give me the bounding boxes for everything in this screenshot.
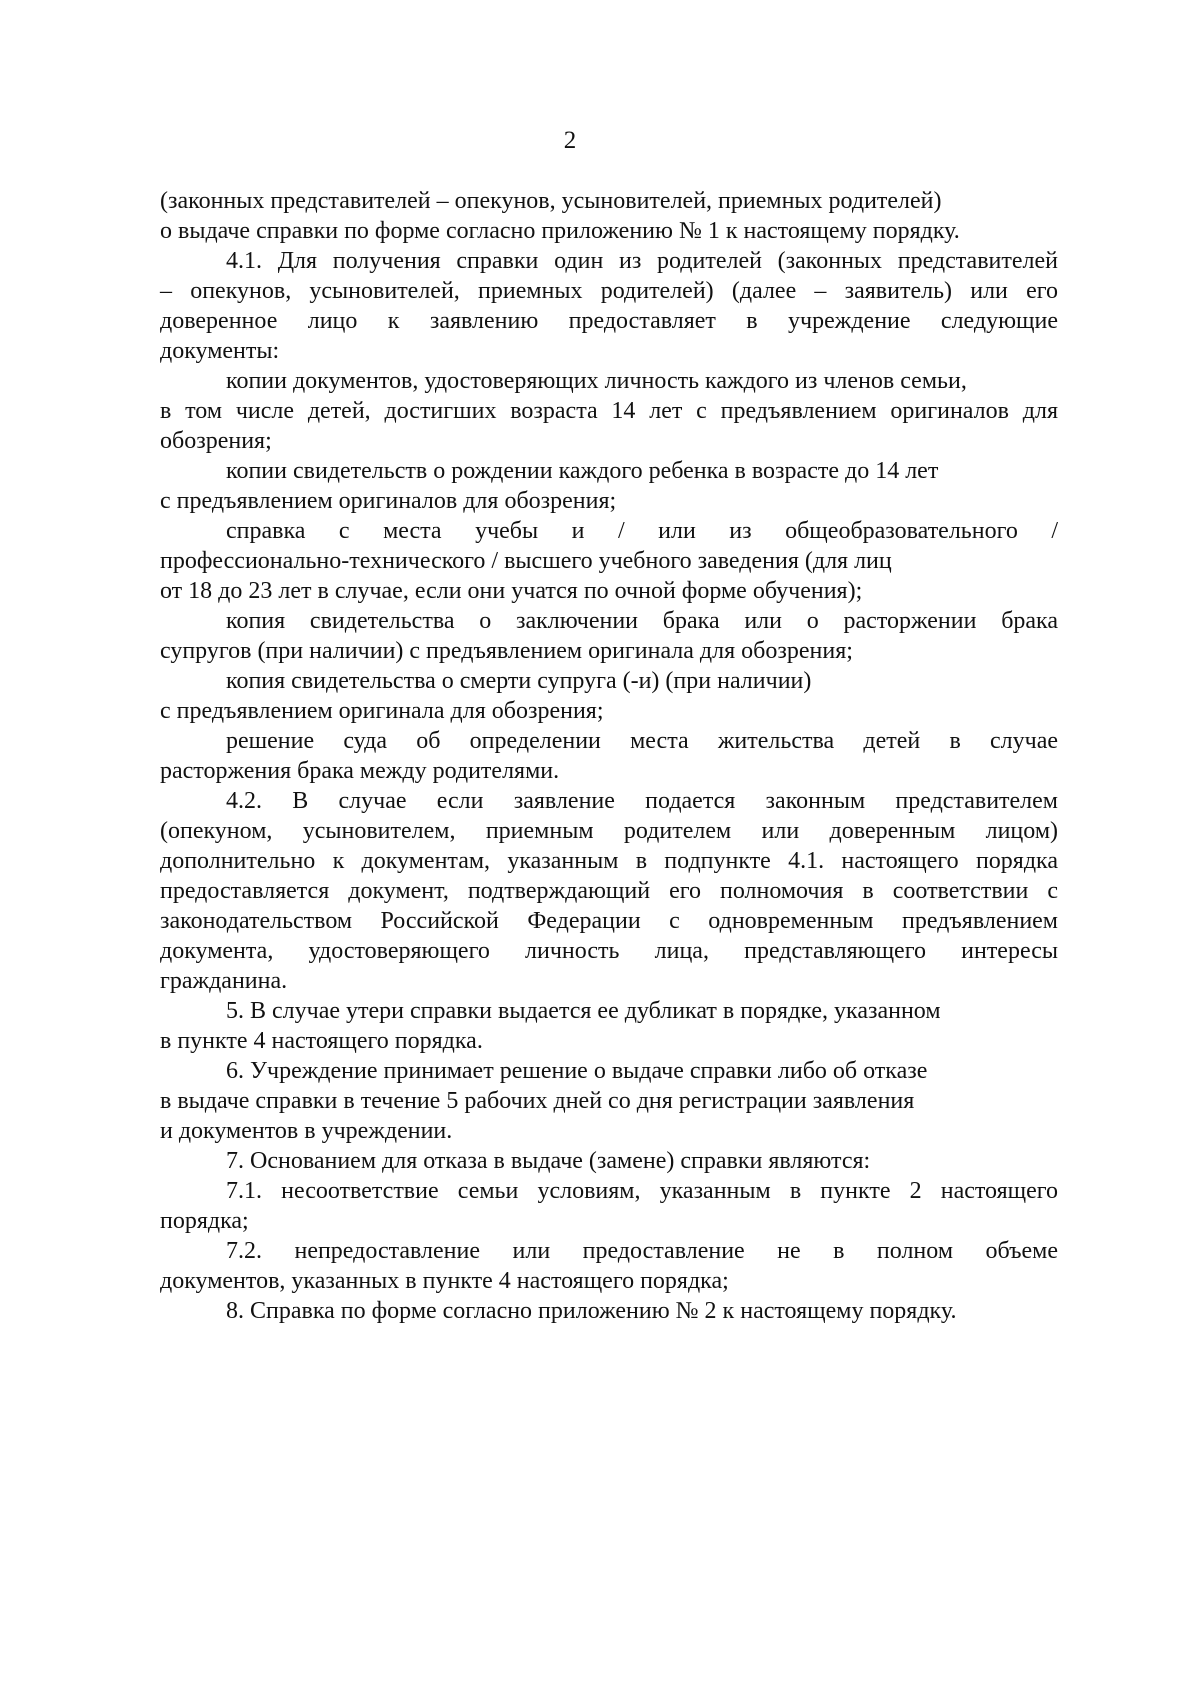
text-line: 7.1. несоответствие семьи условиям, указанным в пункте 2 настоящего: [226, 1178, 1058, 1204]
text-line: 7.2. непредоставление или предоставление не в полном объеме: [226, 1238, 1058, 1264]
text-line: от 18 до 23 лет в случае, если они учатся по очной форме обучения);: [160, 578, 863, 604]
text-line: дополнительно к документам, указанным в подпункте 4.1. настоящего порядка: [160, 848, 1058, 874]
text-line: – опекунов, усыновителей, приемных родителей) (далее – заявитель) или его: [160, 278, 1058, 304]
text-line: документа, удостоверяющего личность лица, представляющего интересы: [160, 938, 1058, 964]
text-line: копия свидетельства о смерти супруга (-и) (при наличии): [226, 668, 812, 694]
text-line: в выдаче справки в течение 5 рабочих дней со дня регистрации заявления: [160, 1088, 915, 1114]
text-line: профессионально-технического / высшего учебного заведения (для лиц: [160, 548, 892, 574]
page-number: 2: [563, 127, 577, 154]
text-line: 5. В случае утери справки выдается ее дубликат в порядке, указанном: [226, 998, 941, 1024]
text-line: (законных представителей – опекунов, усыновителей, приемных родителей): [160, 188, 942, 214]
text-line: гражданина.: [160, 968, 288, 994]
text-line: предоставляется документ, подтверждающий его полномочия в соответствии с: [160, 878, 1058, 904]
text-line: 7. Основанием для отказа в выдаче (замене) справки являются:: [226, 1148, 871, 1174]
text-line: (опекуном, усыновителем, приемным родителем или доверенным лицом): [160, 818, 1058, 844]
text-line: документы:: [160, 338, 280, 364]
text-line: 4.1. Для получения справки один из родителей (законных представителей: [226, 248, 1058, 274]
text-line: расторжения брака между родителями.: [160, 758, 560, 784]
text-line: с предъявлением оригинала для обозрения;: [160, 698, 604, 724]
text-line: 8. Справка по форме согласно приложению № 2 к настоящему порядку.: [226, 1298, 957, 1324]
text-line: о выдаче справки по форме согласно приложению № 1 к настоящему порядку.: [160, 218, 960, 244]
text-line: документов, указанных в пункте 4 настоящего порядка;: [160, 1268, 729, 1294]
text-line: обозрения;: [160, 428, 272, 454]
text-line: в пункте 4 настоящего порядка.: [160, 1028, 483, 1054]
text-line: 4.2. В случае если заявление подается законным представителем: [226, 788, 1058, 814]
text-line: законодательством Российской Федерации с одновременным предъявлением: [160, 908, 1058, 934]
text-line: справка с места учебы и / или из общеобразовательного /: [226, 518, 1058, 544]
text-line: копии документов, удостоверяющих личность каждого из членов семьи,: [226, 368, 967, 394]
text-line: копии свидетельств о рождении каждого ребенка в возрасте до 14 лет: [226, 458, 939, 484]
text-line: с предъявлением оригиналов для обозрения;: [160, 488, 617, 514]
text-line: порядка;: [160, 1208, 249, 1234]
text-line: супругов (при наличии) с предъявлением оригинала для обозрения;: [160, 638, 853, 664]
text-line: и документов в учреждении.: [160, 1118, 453, 1144]
document-body: [160, 186, 1058, 1326]
text-line: 6. Учреждение принимает решение о выдаче справки либо об отказе: [226, 1058, 928, 1084]
text-line: доверенное лицо к заявлению предоставляет в учреждение следующие: [160, 308, 1058, 334]
text-line: в том числе детей, достигших возраста 14 лет с предъявлением оригиналов для: [160, 398, 1058, 424]
text-line: решение суда об определении места жительства детей в случае: [226, 728, 1058, 754]
text-line: копия свидетельства о заключении брака или о расторжении брака: [226, 608, 1058, 634]
